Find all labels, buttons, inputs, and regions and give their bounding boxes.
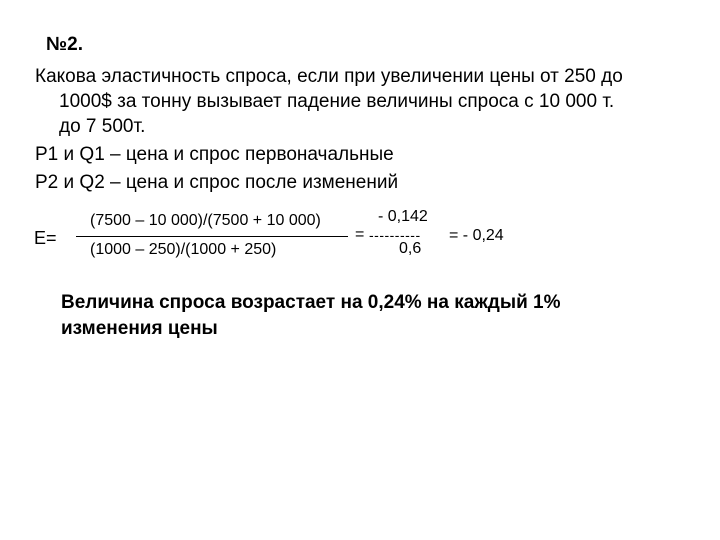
intermediate-numerator: - 0,142 — [378, 208, 428, 225]
fraction-bar — [76, 236, 348, 237]
slide-title: №2. — [46, 34, 84, 55]
problem-line-2: 1000$ за тонну вызывает падение величины спроса с 10 000 т. — [59, 91, 615, 112]
problem-line-1: Какова эластичность спроса, если при увеличении цены от 250 до — [35, 66, 623, 87]
conclusion — [61, 290, 561, 342]
definition-after: P2 и Q2 – цена и спрос после изменений — [35, 172, 399, 193]
formula-result: = - 0,24 — [449, 227, 504, 244]
dashed-fraction-bar: ---------- — [369, 227, 421, 243]
problem-statement — [35, 64, 695, 139]
intermediate-denominator: 0,6 — [399, 240, 422, 257]
conclusion-line-1: Величина спроса возрастает на 0,24% на каждый 1% — [61, 292, 561, 313]
formula-numerator: (7500 – 10 000)/(7500 + 10 000) — [90, 212, 321, 229]
equals-sign: = — [355, 226, 365, 243]
formula-denominator: (1000 – 250)/(1000 + 250) — [90, 241, 277, 258]
problem-line-3: до 7 500т. — [59, 116, 146, 137]
conclusion-line-2: изменения цены — [61, 318, 218, 339]
formula-label: E= — [34, 228, 57, 248]
definition-initial: P1 и Q1 – цена и спрос первоначальные — [35, 144, 394, 165]
